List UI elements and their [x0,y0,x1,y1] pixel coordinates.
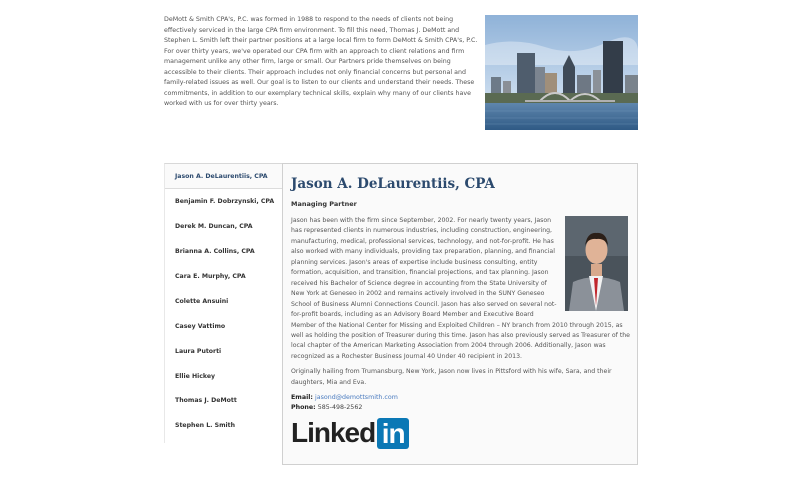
tab-jason-delaurentiis[interactable]: Jason A. DeLaurentiis, CPA [165,164,283,189]
profile-content [282,163,638,465]
tab-brianna-collins[interactable]: Brianna A. Collins, CPA [175,248,255,255]
intro-section [164,15,478,110]
tab-benjamin-dobrzynski[interactable]: Benjamin F. Dobrzynski, CPA [175,198,275,205]
email-link[interactable]: jasond@demottsmith.com [314,394,398,401]
phone-label: Phone: [291,404,316,411]
profile-photo [565,216,628,311]
linkedin-in-icon: in [377,418,409,449]
tab-ellie-hickey[interactable]: Ellie Hickey [175,373,216,380]
profile-phone-row [291,403,591,412]
profile-bio [291,216,636,393]
team-tabs-panel [164,163,638,465]
intro-paragraph: DeMott & Smith CPA's, P.C. was formed in 1988 to respond to the needs of clients not being effectively serviced in the large CPA firm environment. To fill this need, Thomas J. DeMott and Stephen L. Smith left their partner positions at a large local firm to form DeMott & Smith CPA's, P.C. For over thirty years, we've operated our CPA firm with an approach to client relations and firm management unlike any other firm, large or small. Our Partners pride themselves on being accessible to their clients. Their approach includes not only financial concerns but personal and family-related issues as well. Our goal is to listen to our clients and understand their needs. These commitments, in addition to our exemplary technical skills, explain why many of our clients have worked with us for over thirty years. [164,16,478,107]
profile-bio-paragraph: Jason has been with the firm since September, 2002. For nearly twenty years, Jason has represented clients in numerous industries, including construction, engineering, manufacturing, medical, professional services, technology, and not-for-profit. He has also worked with many individuals, providing tax preparation, planning, and financial planning services. Jason's areas of expertise include business consulting, entity formation, acquisition, and transition, financial projections, and tax planning. Jason received his Bachelor of Science degree in accounting from the State University of New York at Geneseo in 2002 and remains actively involved in the SUNY Geneseo School of Business Alumni Connections Council. Jason has also served on several not-for-profit boards, including as an Advisory Board Member and Executive Board Member of the National Center for Missing and Exploited Children – NY branch from 2010 through 2015, as well as holding the position of Treasurer during this time. Jason has also previously served as Treasurer of the local chapter of the American Marketing Association from 2004 through 2006. Additionally, Jason was recognized as a Rochester Business Journal 40 Under 40 recipient in 2013. [291,217,630,360]
tab-stephen-smith[interactable]: Stephen L. Smith [175,422,236,429]
team-member-tab-list [164,163,282,443]
tab-casey-vattimo[interactable]: Casey Vattimo [175,323,226,330]
profile-title: Managing Partner [291,200,357,208]
profile-name: Jason A. DeLaurentiis, CPA [291,176,495,192]
tab-thomas-demott[interactable]: Thomas J. DeMott [175,397,237,404]
tab-cara-murphy[interactable]: Cara E. Murphy, CPA [175,273,246,280]
phone-value: 585-498-2562 [317,404,363,411]
profile-email-row [291,393,591,402]
profile-personal-paragraph: Originally hailing from Trumansburg, New York, Jason now lives in Pittsford with his wife, Sara, and their daughters, Mia and Eva. [291,368,612,386]
linkedin-logo-link[interactable] [291,417,409,449]
email-label: Email: [291,394,313,401]
linkedin-text: Linked [291,417,376,448]
tab-colette-ansuini[interactable]: Colette Ansuini [175,298,229,305]
tab-laura-putorti[interactable]: Laura Putorti [175,348,222,355]
tab-derek-duncan[interactable]: Derek M. Duncan, CPA [175,223,253,230]
city-skyline-image [485,15,638,130]
